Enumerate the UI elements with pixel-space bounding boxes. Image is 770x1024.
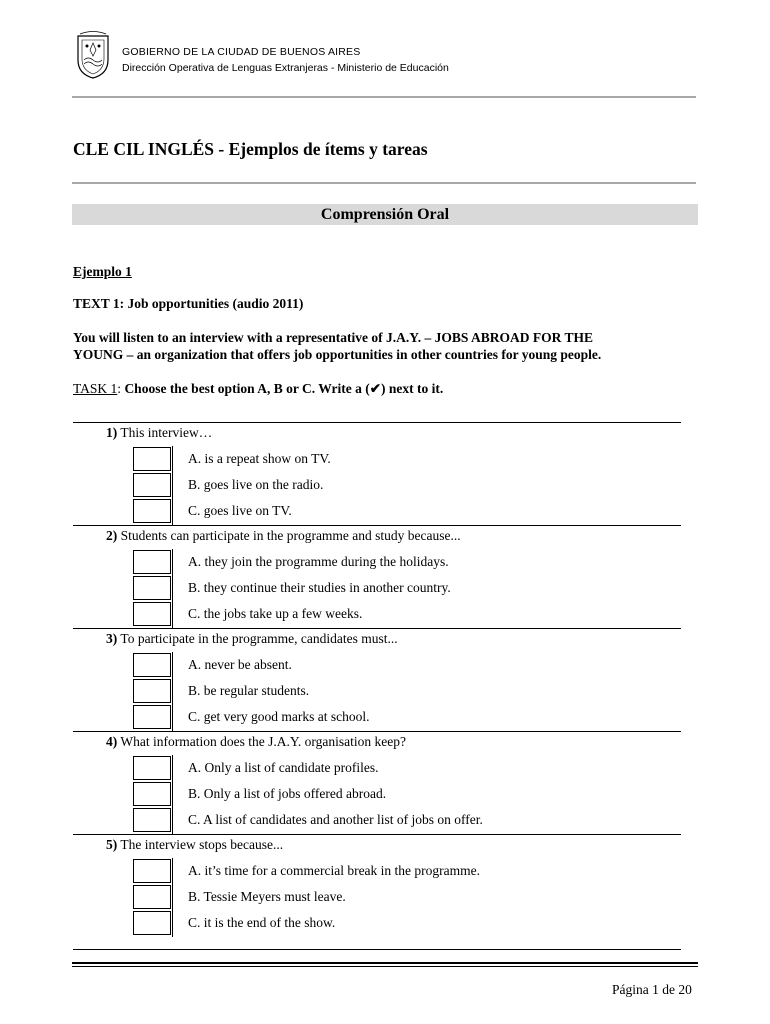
header-divider (72, 96, 696, 98)
answer-option: C. A list of candidates and another list of jobs on offer. (188, 812, 483, 827)
answer-option: B. goes live on the radio. (188, 477, 324, 492)
answer-option: B. they continue their studies in another country. (188, 580, 451, 595)
question-text (106, 734, 406, 750)
question-number: 5) (106, 837, 118, 852)
answer-checkbox[interactable] (133, 679, 171, 703)
answer-option: C. it is the end of the show. (188, 915, 336, 930)
question-prompt: The interview stops because... (120, 837, 284, 852)
intro-line-2: YOUNG – an organization that offers job opportunities in other countries for young people. (73, 347, 602, 362)
answer-checkbox[interactable] (133, 756, 171, 780)
page-number: Página 1 de 20 (612, 982, 692, 997)
answer-option: A. is a repeat show on TV. (188, 451, 331, 466)
answer-checkbox[interactable] (133, 653, 171, 677)
answer-option: B. be regular students. (188, 683, 310, 698)
answer-option: A. never be absent. (188, 657, 292, 672)
task-instruction (73, 381, 443, 397)
options-divider (172, 446, 173, 525)
task-text: Choose the best option A, B or C. Write a (✔) next to it. (121, 381, 444, 396)
footer-divider-thin (72, 966, 698, 967)
answer-option: B. Only a list of jobs offered abroad. (188, 786, 387, 801)
answer-option: A. Only a list of candidate profiles. (188, 760, 379, 775)
answer-checkbox[interactable] (133, 473, 171, 497)
answer-checkbox[interactable] (133, 499, 171, 523)
question-number: 1) (106, 425, 118, 440)
answer-checkbox[interactable] (133, 808, 171, 832)
options-divider (172, 755, 173, 834)
task-label: TASK 1 (73, 381, 118, 396)
questions-end-separator (73, 949, 681, 950)
question-separator (73, 731, 681, 732)
question-prompt: Students can participate in the programme and study because... (120, 528, 461, 543)
options-divider (172, 549, 173, 628)
question-text (106, 837, 283, 853)
question-prompt: This interview… (120, 425, 213, 440)
document-title: CLE CIL INGLÉS - Ejemplos de ítems y tareas (73, 139, 428, 159)
answer-checkbox[interactable] (133, 782, 171, 806)
question-separator (73, 525, 681, 526)
answer-option: B. Tessie Meyers must leave. (188, 889, 346, 904)
question-number: 3) (106, 631, 118, 646)
header-department-name: Dirección Operativa de Lenguas Extranjeras - Ministerio de Educación (122, 62, 449, 74)
answer-option: C. goes live on TV. (188, 503, 292, 518)
text-title: TEXT 1: Job opportunities (audio 2011) (73, 296, 304, 311)
answer-checkbox[interactable] (133, 602, 171, 626)
section-banner: Comprensión Oral (72, 204, 698, 225)
answer-checkbox[interactable] (133, 550, 171, 574)
answer-option: C. the jobs take up a few weeks. (188, 606, 363, 621)
answer-option: A. they join the programme during the holidays. (188, 554, 449, 569)
header-government-name: GOBIERNO DE LA CIUDAD DE BUENOS AIRES (122, 46, 361, 58)
intro-paragraph (73, 329, 713, 363)
city-seal-icon (74, 30, 112, 80)
question-text (106, 425, 212, 441)
footer-divider (72, 962, 698, 964)
intro-line-1: You will listen to an interview with a representative of J.A.Y. – JOBS ABROAD FOR THE (73, 330, 594, 345)
answer-option: C. get very good marks at school. (188, 709, 370, 724)
answer-checkbox[interactable] (133, 576, 171, 600)
question-prompt: What information does the J.A.Y. organisation keep? (120, 734, 406, 749)
question-separator (73, 834, 681, 835)
question-separator (73, 422, 681, 423)
answer-checkbox[interactable] (133, 911, 171, 935)
answer-checkbox[interactable] (133, 705, 171, 729)
options-divider (172, 858, 173, 937)
question-prompt: To participate in the programme, candidates must... (120, 631, 398, 646)
task-colon: : (117, 381, 122, 396)
question-separator (73, 628, 681, 629)
options-divider (172, 652, 173, 731)
answer-checkbox[interactable] (133, 885, 171, 909)
title-divider (72, 182, 696, 184)
answer-checkbox[interactable] (133, 447, 171, 471)
question-text (106, 528, 461, 544)
question-text (106, 631, 398, 647)
example-heading: Ejemplo 1 (73, 264, 132, 279)
answer-checkbox[interactable] (133, 859, 171, 883)
question-number: 4) (106, 734, 118, 749)
answer-option: A. it’s time for a commercial break in the programme. (188, 863, 481, 878)
question-number: 2) (106, 528, 118, 543)
